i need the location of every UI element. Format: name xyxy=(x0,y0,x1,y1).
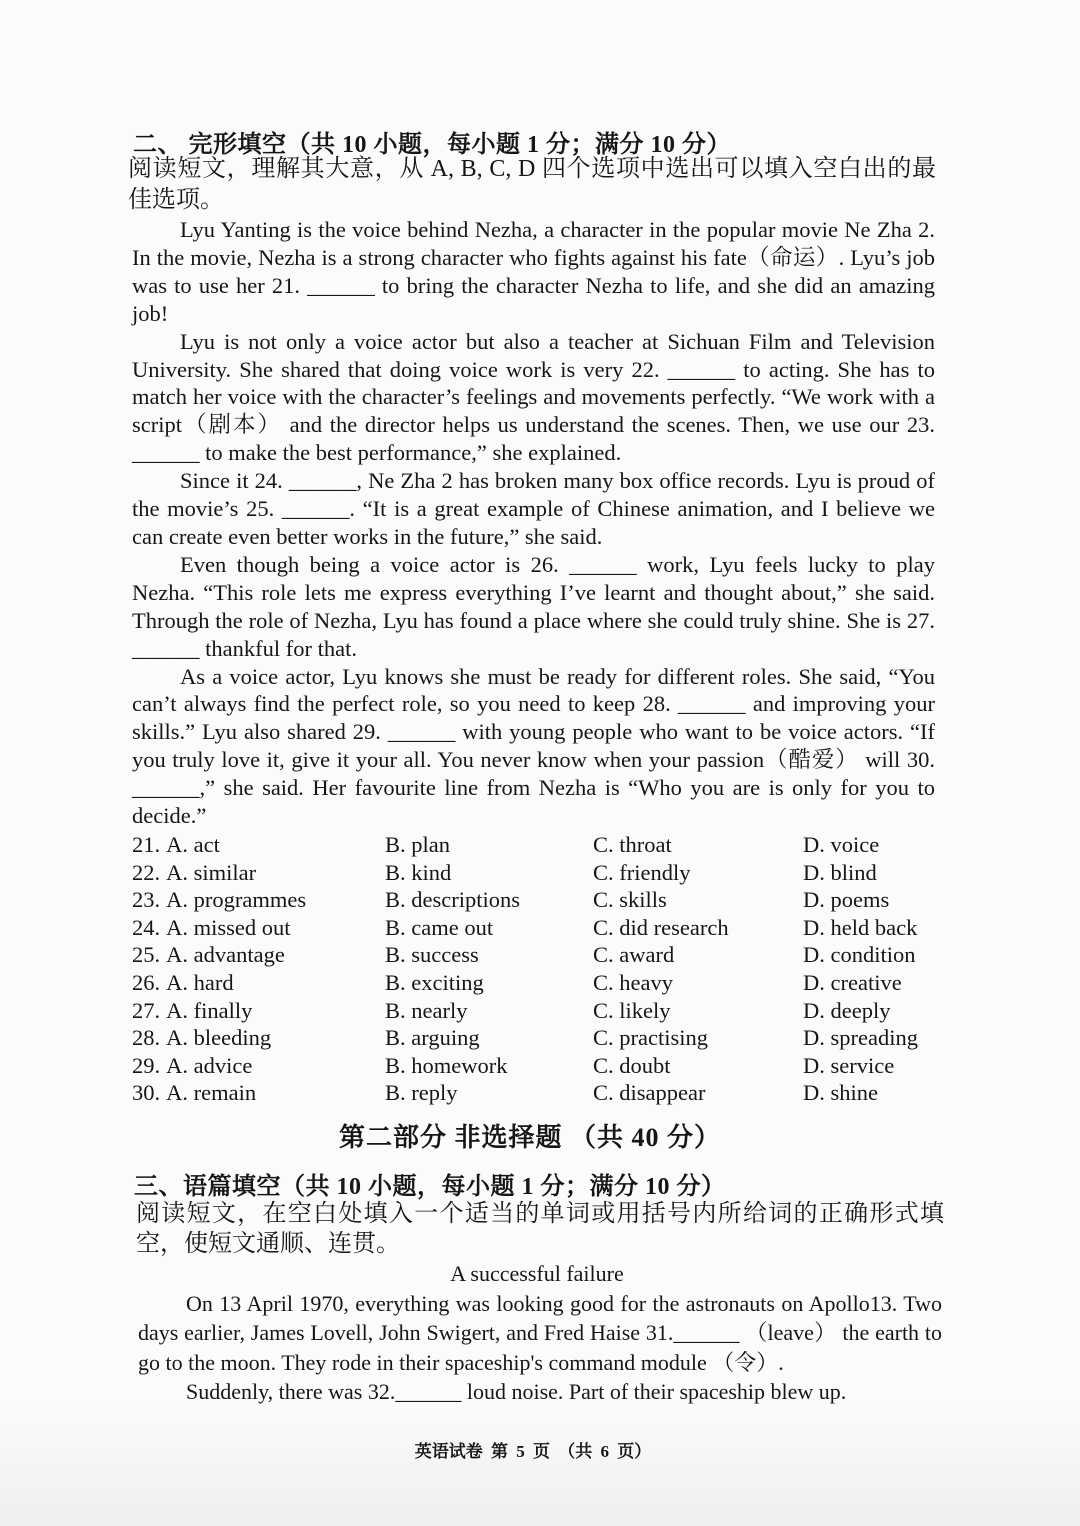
option-c: C. did research xyxy=(593,914,729,940)
question-number: 26. xyxy=(132,969,161,995)
option-c: C. heavy xyxy=(593,969,673,995)
option-d: D. deeply xyxy=(803,997,891,1023)
option-b: B. success xyxy=(385,942,479,968)
option-a xyxy=(132,886,306,914)
passage-paragraph: Even though being a voice actor is 26. ______ work, Lyu feels lucky to play Nezha. “This role lets me express everything I’ve learnt and thought about,” she said. Through the role of Nezha, Lyu has found a place where she could truly shine. She is 27. ______ thankful for that. xyxy=(132,551,935,661)
question-number: 25. xyxy=(132,942,161,968)
option-a-text: A. programmes xyxy=(166,887,307,913)
passage-paragraph: As a voice actor, Lyu knows she must be ready for different roles. She said, “You can’t always find the perfect role, so you need to keep 28. ______ and improving your skills.” Lyu also shared 29. ______ with young people who want to be voice actors. “If you truly love it, give it your all. You never know when your passion（酷爱） will 30. ______,” she said. Her favourite line from Nezha is “Who you are is only for you to decide.” xyxy=(132,663,935,829)
option-c: C. likely xyxy=(593,997,671,1023)
page-footer: 英语试卷 第 5 页 （共 6 页） xyxy=(414,1442,652,1461)
passage-paragraph: Lyu is not only a voice actor but also a teacher at Sichuan Film and Television University. She shared that doing voice work is very 22. ______ to acting. She has to match her voice with the character’s feelings and movements perfectly. “We work with a script（剧本） and the director helps us understand the scenes. Then, we use our 23. ______ to make the best performance,” she explained. xyxy=(132,328,935,466)
option-row xyxy=(132,914,952,942)
option-a xyxy=(132,969,234,997)
passage-paragraph: Lyu Yanting is the voice behind Nezha, a character in the popular movie Ne Zha 2. In the movie, Nezha is a strong character who fights against his fate（命运）. Lyu’s job was to use her 21. ______ to bring the character Nezha to life, and she did an amazing job! xyxy=(132,217,935,326)
question-number: 29. xyxy=(132,1052,161,1078)
option-row xyxy=(132,941,952,969)
part-2-title: 第二部分 非选择题 （共 40 分） xyxy=(338,1123,721,1152)
option-row xyxy=(132,859,952,887)
question-number: 30. xyxy=(132,1080,161,1106)
option-a-text: A. missed out xyxy=(166,914,291,940)
option-b: B. descriptions xyxy=(385,887,520,913)
question-number: 28. xyxy=(132,1025,161,1051)
option-d: D. shine xyxy=(803,1080,878,1106)
option-b: B. kind xyxy=(385,859,452,885)
option-c: C. award xyxy=(593,942,675,968)
option-a-text: A. advantage xyxy=(166,942,285,968)
section-3-instruction: 阅读短文，在空白处填入一个适当的单词或用括号内所给词的正确形式填空，使短文通顺、连贯。 xyxy=(136,1201,944,1257)
option-a xyxy=(132,914,291,942)
option-c: C. practising xyxy=(593,1025,708,1051)
passage-paragraph: On 13 April 1970, everything was looking good for the astronauts on Apollo13. Two days earlier, James Lovell, John Swigert, and Fred Haise 31.______ （leave） the earth to go to the moon. They rode in their spaceship's command module （令）. xyxy=(138,1291,942,1375)
option-d: D. condition xyxy=(803,942,916,968)
option-c: C. throat xyxy=(593,832,672,857)
option-a xyxy=(132,997,252,1025)
option-d: D. spreading xyxy=(803,1025,918,1051)
question-number: 27. xyxy=(132,997,161,1023)
option-d: D. held back xyxy=(803,914,918,940)
options-table xyxy=(132,831,952,1107)
section-3-heading: 三、语篇填空（共 10 小题，每小题 1 分；满分 10 分） xyxy=(134,1174,726,1200)
option-b: B. exciting xyxy=(385,969,484,995)
option-a xyxy=(132,1079,256,1107)
option-row xyxy=(132,886,952,914)
option-b: B. came out xyxy=(385,914,494,940)
cloze-passage xyxy=(132,216,935,830)
option-d: D. voice xyxy=(803,832,880,857)
section-2-heading: 二、 完形填空（共 10 小题，每小题 1 分；满分 10 分） xyxy=(133,132,731,158)
option-c: C. disappear xyxy=(593,1080,706,1106)
option-row xyxy=(132,831,952,859)
option-a-text: A. advice xyxy=(166,1052,253,1078)
passage-paragraph: Since it 24. ______, Ne Zha 2 has broken many box office records. Lyu is proud of the movie’s 25. ______. “It is a great example of Chinese animation, and I believe we can create even better works in the future,” she said. xyxy=(132,468,935,549)
option-b: B. homework xyxy=(385,1052,508,1078)
option-c: C. friendly xyxy=(593,859,691,885)
option-c: C. doubt xyxy=(593,1052,671,1078)
question-number: 23. xyxy=(132,887,161,913)
passage-title: A successful failure xyxy=(450,1261,624,1286)
option-row xyxy=(132,969,952,997)
option-a xyxy=(132,859,256,887)
option-row xyxy=(132,1052,952,1080)
option-row xyxy=(132,1079,952,1107)
fill-in-passage xyxy=(138,1289,942,1406)
option-d: D. poems xyxy=(803,887,890,913)
option-d: D. service xyxy=(803,1052,895,1078)
option-a-text: A. similar xyxy=(166,859,257,885)
question-number: 22. xyxy=(132,859,161,885)
option-c: C. skills xyxy=(593,887,667,913)
option-a-text: A. act xyxy=(166,832,220,857)
option-a xyxy=(132,831,220,859)
option-a-text: A. hard xyxy=(166,969,234,995)
passage-paragraph: Suddenly, there was 32.______ loud noise. Part of their spaceship blew up. xyxy=(186,1378,847,1404)
option-b: B. arguing xyxy=(385,1025,480,1051)
section-2-instruction: 阅读短文，理解其大意，从 A, B, C, D 四个选项中选出可以填入空白出的最佳选项。 xyxy=(128,156,936,213)
option-a-text: A. bleeding xyxy=(166,1025,272,1051)
option-a-text: A. finally xyxy=(166,997,253,1023)
option-a xyxy=(132,1024,271,1052)
option-row xyxy=(132,997,952,1025)
option-a-text: A. remain xyxy=(166,1080,257,1106)
option-a xyxy=(132,1052,252,1080)
option-d: D. blind xyxy=(803,859,877,885)
question-number: 21. xyxy=(132,832,161,857)
option-d: D. creative xyxy=(803,969,902,995)
option-b: B. plan xyxy=(385,832,450,857)
option-a xyxy=(132,941,285,969)
question-number: 24. xyxy=(132,914,161,940)
option-b: B. reply xyxy=(385,1080,458,1106)
option-b: B. nearly xyxy=(385,997,468,1023)
option-row xyxy=(132,1024,952,1052)
